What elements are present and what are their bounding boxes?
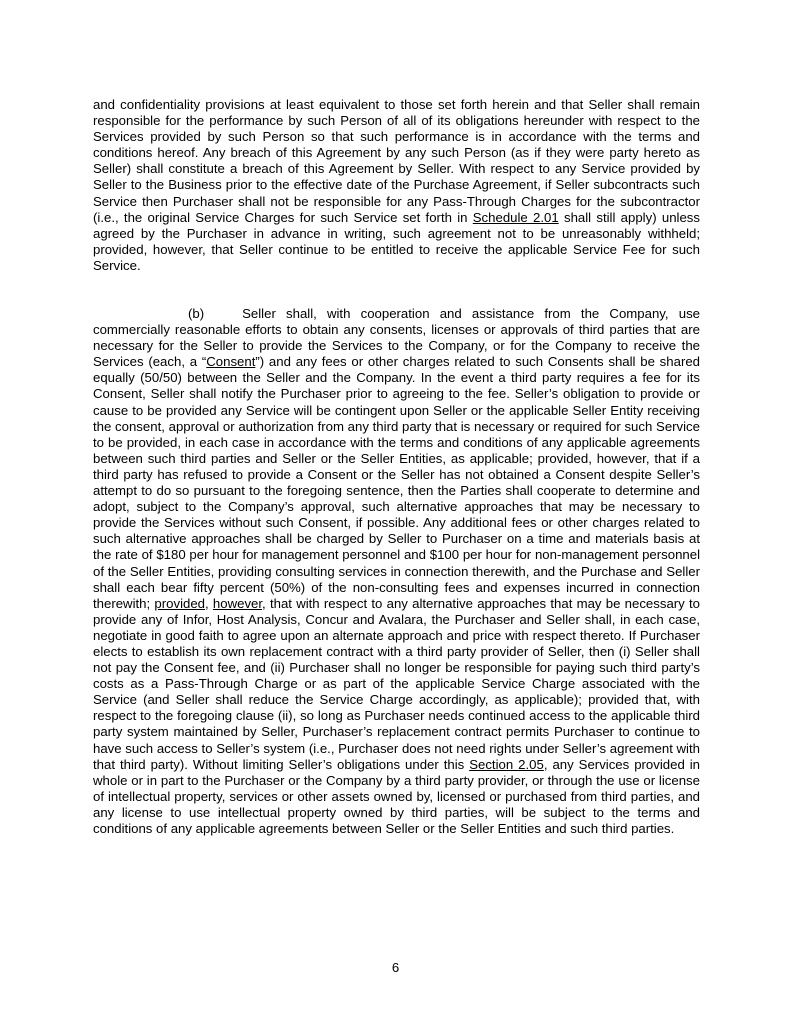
paragraph-b — [93, 306, 700, 837]
paragraph-text: , — [205, 595, 213, 611]
paragraph-label: (b) — [188, 306, 205, 321]
paragraph-text: Seller shall, with cooperation and assistance from the Company, use commercially reasonable efforts to obtain any consents, licenses or approvals of third parties that are necessary for the Seller to provide the Services to the Company, or for the Company to receive the Services (each, a “ — [93, 306, 700, 370]
provided-term: provided — [154, 595, 206, 611]
paragraph-text: and confidentiality provisions at least equivalent to those set forth herein and that Seller shall remain responsible for the performance by such Person of all of its obligations hereunder with respect to the Services provided by such Person so that such performance is in accordance with the terms and conditions hereof. Any breach of this Agreement by any such Person (as if they were party hereto as Seller) shall constitute a breach of this Agreement by Seller. With respect to any Service provided by Seller to the Business prior to the effective date of the Purchase Agreement, if Seller subcontracts such Service then Purchaser shall not be responsible for any Pass-Through Charges for the subcontractor (i.e., the original Service Charges for such Service set forth in — [93, 97, 700, 225]
paragraph-text: shall still apply) unless agreed by the Purchaser in advance in writing, such agreement not to be unreasonably withheld; provided, however, that Seller continue to be entitled to receive the applicable Service Fee for such Service. — [93, 209, 700, 273]
schedule-reference: Schedule 2.01 — [472, 209, 559, 225]
paragraph-continuation — [93, 97, 700, 274]
however-term: however — [212, 595, 263, 611]
paragraph-text: , any Services provided in whole or in part to the Purchaser or the Company by a third party provider, or through the use or license of intellectual property, services or other assets owned by, licensed or purchased from third parties, and any license to use intellectual property owned by third parties, will be subject to the terms and conditions of any applicable agreements between Seller or the Seller Entities and such third parties. — [93, 756, 701, 836]
paragraph-text: ”) and any fees or other charges related to such Consents shall be shared equally (50/50) between the Seller and the Company. In the event a third party requires a fee for its Consent, Seller shall notify the Purchaser prior to agreeing to the fee. Seller’s obligation to provide or cause to be provided any Service will be contingent upon Seller or the applicable Seller Entity receiving the consent, approval or authorization from any third party that is necessary or required for such Service to be provided, in each case in accordance with the terms and conditions of any applicable agreements between such third parties and Seller or the Seller Entities, as applicable; provided, however, that if a third party has refused to provide a Consent or the Seller has not obtained a Consent despite Seller’s attempt to do so pursuant to the foregoing sentence, then the Parties shall cooperate to determine and adopt, subject to the Company’s approval, such alternative approaches that may be necessary to provide the Services without such Consent, if possible. Any additional fees or other charges related to such alternative approaches shall be charged by Seller to Purchaser on a time and materials basis at the rate of $180 per hour for management personnel and $100 per hour for non-management personnel of the Seller Entities, providing consulting services in connection therewith, and the Purchase and Seller shall each bear fifty percent (50%) of the non-consulting fees and expenses incurred in connection therewith; — [93, 354, 701, 611]
defined-term-consent: Consent — [206, 354, 256, 370]
page-number: 6 — [391, 960, 400, 975]
paragraph-text: , that with respect to any alternative approaches that may be necessary to provide any of Infor, Host Analysis, Concur and Avalara, the Purchaser and Seller shall, in each case, negotiate in good faith to agree upon an alternate approach and price with respect thereto. If Purchaser elects to establish its own replacement contract with a third party provider of Seller, then (i) Seller shall not pay the Consent fee, and (ii) Purchaser shall no longer be responsible for paying such third party’s costs as a Pass-Through Charge or as part of the applicable Service Charge associated with the Service (and Seller shall reduce the Service Charge accordingly, as applicable); provided that, with respect to the foregoing clause (ii), so long as Purchaser needs continued access to the applicable third party system maintained by Seller, Purchaser’s replacement contract permits Purchaser to continue to have such access to Seller’s system (i.e., Purchaser does not need rights under Seller’s agreement with that third party). Without limiting Seller’s obligations under this — [93, 595, 700, 772]
section-reference: Section 2.05 — [469, 756, 544, 772]
